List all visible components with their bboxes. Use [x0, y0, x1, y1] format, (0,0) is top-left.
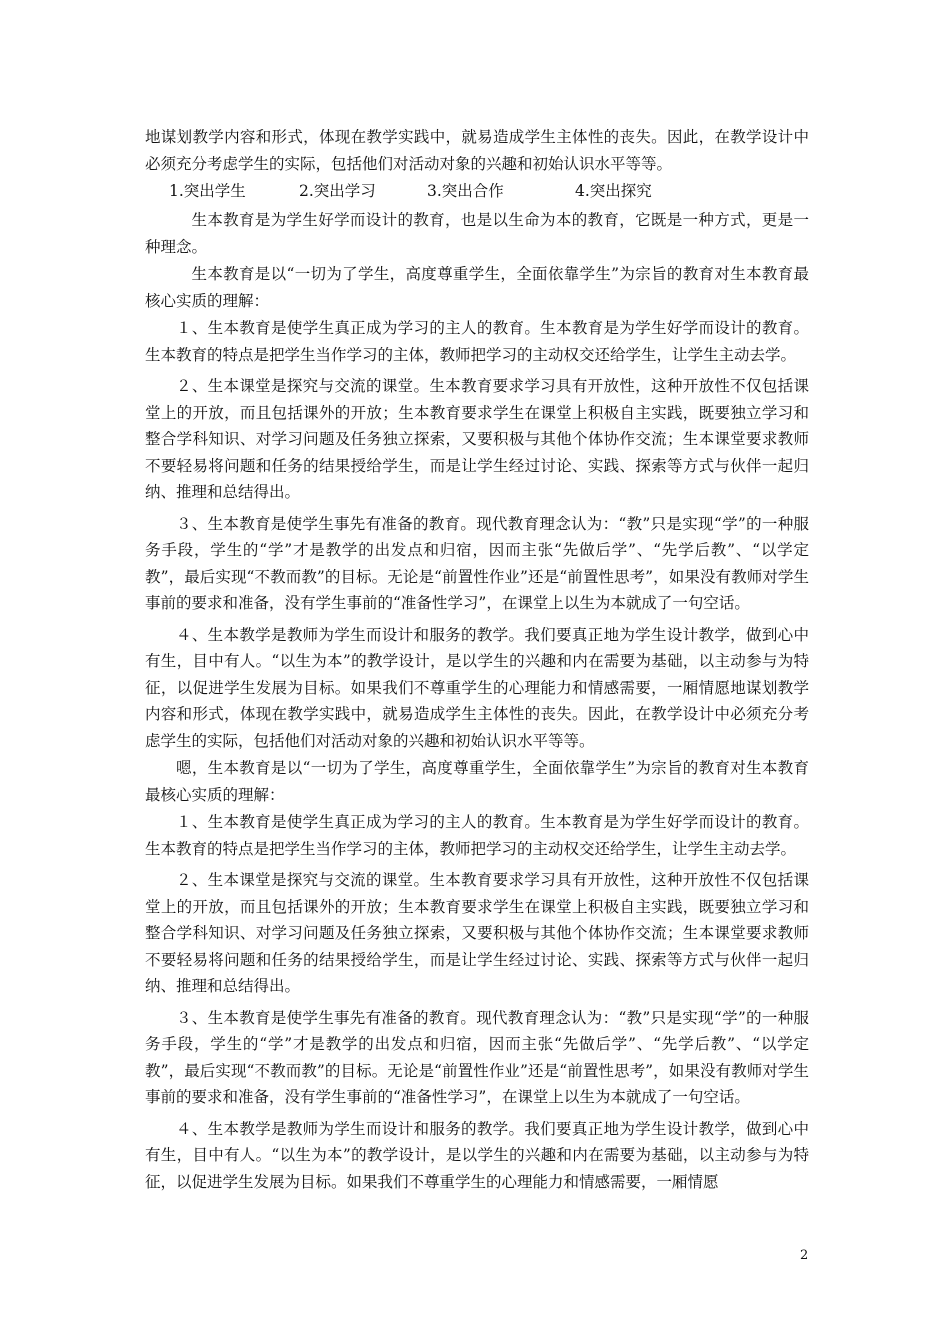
continued-paragraph: 地谋划教学内容和形式，体现在教学实践中，就易造成学生主体性的丧失。因此，在教学设计中必须充分考虑学生的实际，包括他们对活动对象的兴趣和初始认识水平等等。 — [145, 128, 809, 173]
section2-point3: ３、生本教育是使学生事先有准备的教育。现代教育理念认为：“教”只是实现“学”的一种服务手段，学生的“学”才是教学的出发点和归宿，因而主张“先做后学”、“先学后教”、“以学定教”，最后实现“不教而教”的目标。无论是“前置性作业”还是“前置性思考”，如果没有教师对学生事前的要求和准备，没有学生事前的“准备性学习”，在课堂上以生为本就成了一句空话。 — [145, 1008, 809, 1106]
intro-paragraph: 生本教育是为学生好学而设计的教育，也是以生命为本的教育，它既是一种方式，更是一种理念。 — [145, 211, 809, 256]
section1-lead: 生本教育是以“一切为了学生，高度尊重学生，全面依靠学生”为宗旨的教育对生本教育最核心实质的理解： — [145, 265, 809, 310]
section2-point2: ２、生本课堂是探究与交流的课堂。生本教育要求学习具有开放性，这种开放性不仅包括课堂上的开放，而且包括课外的开放；生本教育要求学生在课堂上积极自主实践，既要独立学习和整合学科知识、对学习问题及任务独立探索，又要积极与其他个体协作交流；生本课堂要求教师不要轻易将问题和任务的结果授给学生，而是让学生经过讨论、实践、探索等方式与伙伴一起归纳、推理和总结得出。 — [145, 871, 809, 995]
section1-point2: ２、生本课堂是探究与交流的课堂。生本教育要求学习具有开放性，这种开放性不仅包括课堂上的开放，而且包括课外的开放；生本教育要求学生在课堂上积极自主实践，既要独立学习和整合学科知识、对学习问题及任务独立探索，又要积极与其他个体协作交流；生本课堂要求教师不要轻易将问题和任务的结果授给学生，而是让学生经过讨论、实践、探索等方式与伙伴一起归纳、推理和总结得出。 — [145, 377, 809, 501]
section2-point4: ４、生本教学是教师为学生而设计和服务的教学。我们要真正地为学生设计教学，做到心中有生，目中有人。“以生为本”的教学设计，是以学生的兴趣和内在需要为基础，以主动参与为特征，以促进学生发展为目标。如果我们不尊重学生的心理能力和情感需要，一厢情愿 — [145, 1119, 809, 1191]
heading-item: 2.突出学习 — [299, 182, 376, 200]
page-number: 2 — [800, 1248, 809, 1263]
section1-point1: １、生本教育是使学生真正成为学习的主人的教育。生本教育是为学生好学而设计的教育。生本教育的特点是把学生当作学习的主体，教师把学习的主动权交还给学生，让学生主动去学。 — [145, 319, 809, 364]
heading-item: 1.突出学生 — [169, 182, 246, 200]
section2-lead: 嗯，生本教育是以“一切为了学生，高度尊重学生，全面依靠学生”为宗旨的教育对生本教育最核心实质的理解： — [145, 759, 809, 804]
headings-row — [145, 178, 809, 204]
section1-point3: ３、生本教育是使学生事先有准备的教育。现代教育理念认为：“教”只是实现“学”的一种服务手段，学生的“学”才是教学的出发点和归宿，因而主张“先做后学”、“先学后教”、“以学定教”，最后实现“不教而教”的目标。无论是“前置性作业”还是“前置性思考”，如果没有教师对学生事前的要求和准备，没有学生事前的“准备性学习”，在课堂上以生为本就成了一句空话。 — [145, 514, 809, 612]
heading-item: 3.突出合作 — [427, 182, 504, 200]
heading-item: 4.突出探究 — [575, 182, 652, 200]
section2-point1: １、生本教育是使学生真正成为学习的主人的教育。生本教育是为学生好学而设计的教育。生本教育的特点是把学生当作学习的主体，教师把学习的主动权交还给学生，让学生主动去学。 — [145, 813, 809, 858]
document-body — [145, 124, 809, 1196]
section1-point4: ４、生本教学是教师为学生而设计和服务的教学。我们要真正地为学生设计教学，做到心中有生，目中有人。“以生为本”的教学设计，是以学生的兴趣和内在需要为基础，以主动参与为特征，以促进学生发展为目标。如果我们不尊重学生的心理能力和情感需要，一厢情愿地谋划教学内容和形式，体现在教学实践中，就易造成学生主体性的丧失。因此，在教学设计中必须充分考虑学生的实际，包括他们对活动对象的兴趣和初始认识水平等等。 — [145, 625, 809, 750]
